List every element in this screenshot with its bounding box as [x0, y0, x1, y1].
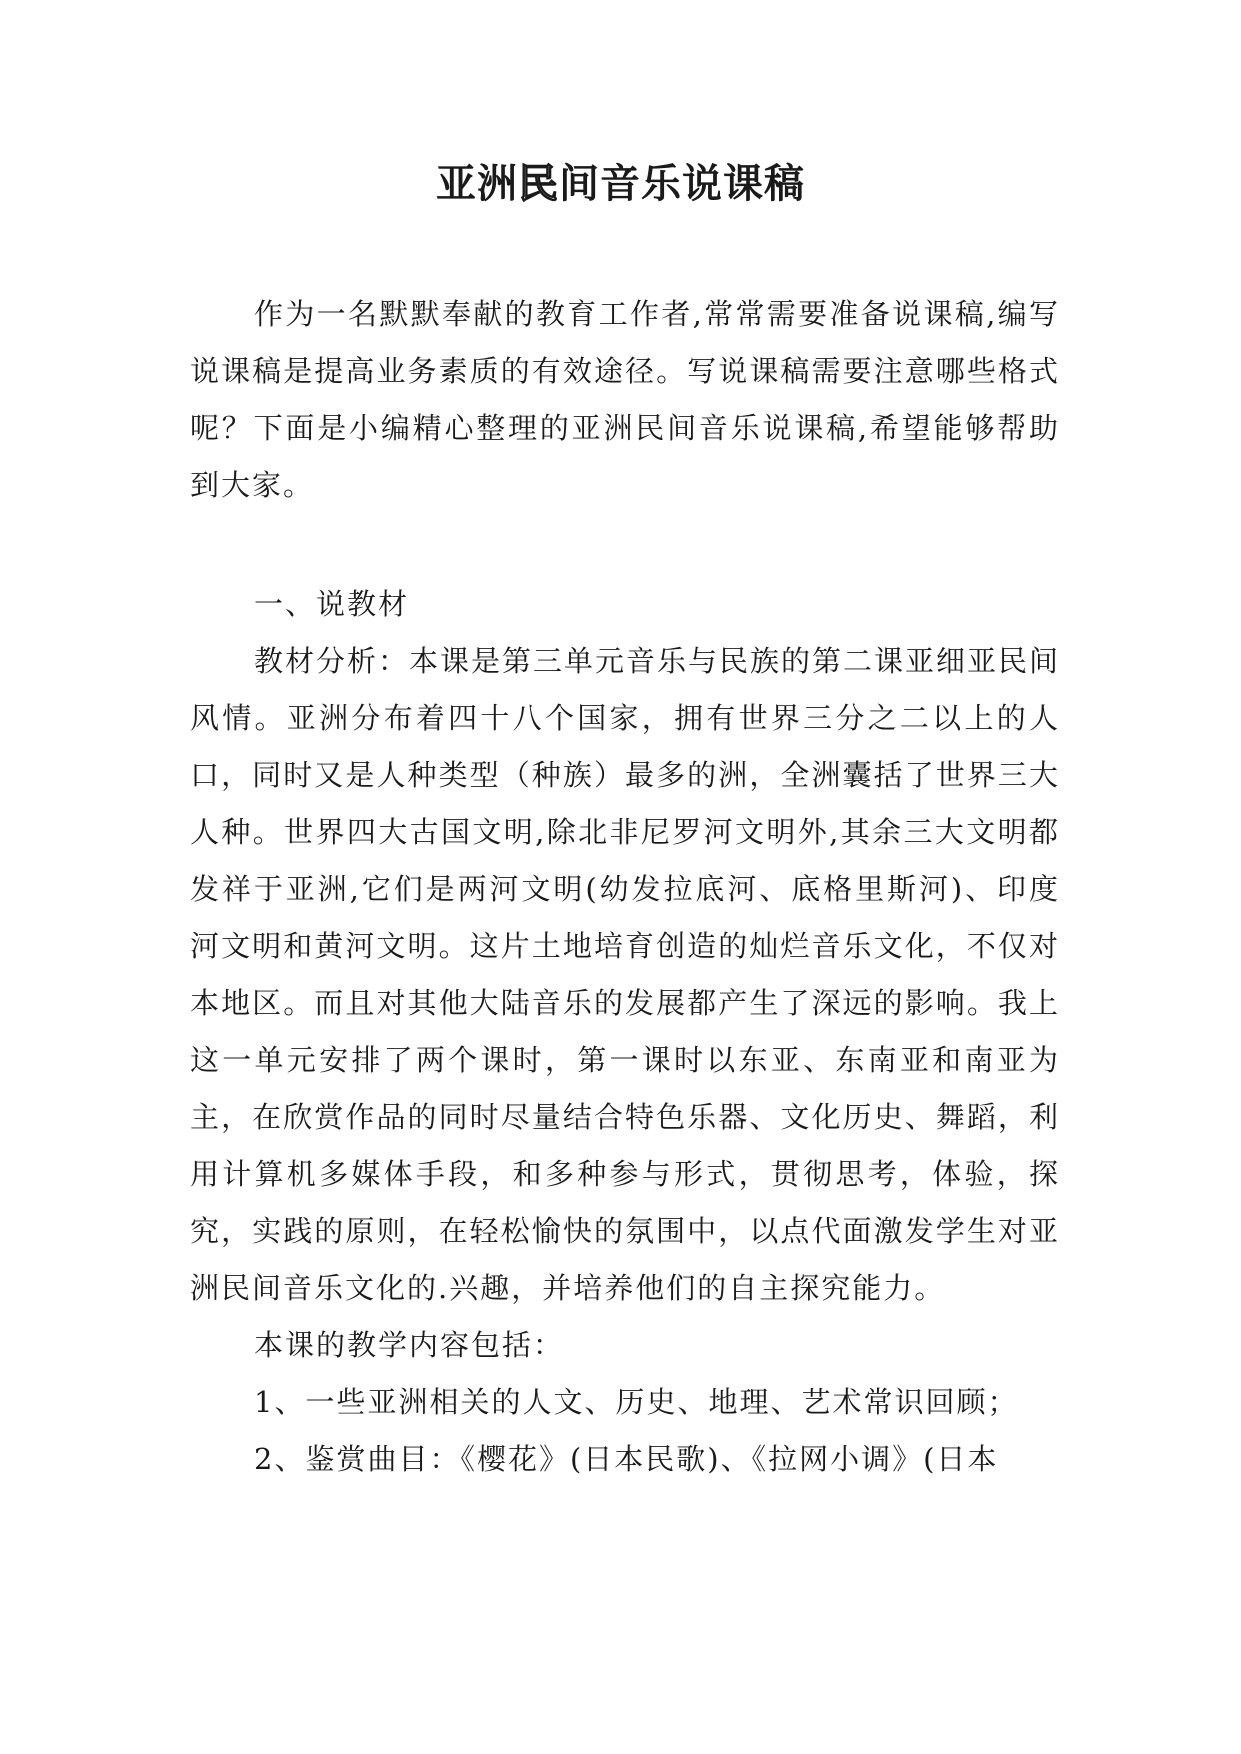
- content-heading: 本课的教学内容包括：: [254, 1328, 565, 1362]
- section-heading: 一、说教材: [254, 587, 410, 621]
- list-item-2: 2、鉴赏曲目：《樱花》(日本民歌)、《拉网小调》(日本: [254, 1442, 999, 1476]
- title-outline-character: 民: [518, 161, 559, 207]
- document-title: [0, 156, 1241, 212]
- analysis-paragraph: 教材分析：本课是第三单元音乐与民族的第二课亚细亚民间风情。亚洲分布着四十八个国家，拥有世界三分之二以上的人口，同时又是人种类型（种族）最多的洲，全洲囊括了世界三大人种。世界四大古国文明,除北非尼罗河文明外,其余三大文明都发祥于亚洲,它们是两河文明(幼发拉底河、底格里斯河)、印度河文明和黄河文明。这片土地培育创造的灿烂音乐文化，不仅对本地区。而且对其他大陆音乐的发展都产生了深远的影响。我上这一单元安排了两个课时，第一课时以东亚、东南亚和南亚为主，在欣赏作品的同时尽量结合特色乐器、文化历史、舞蹈，利用计算机多媒体手段，和多种参与形式，贯彻思考，体验，探究，实践的原则，在轻松愉快的氛围中，以点代面激发学生对亚洲民间音乐文化的.兴趣，并培养他们的自主探究能力。: [190, 644, 1061, 1305]
- title-part-2: 间音乐说课稿: [559, 161, 805, 207]
- title-part-1: 亚洲: [436, 161, 518, 207]
- intro-block: [190, 286, 1060, 514]
- intro-paragraph: 作为一名默默奉献的教育工作者,常常需要准备说课稿,编写说课稿是提高业务素质的有效途径。写说课稿需要注意哪些格式呢？下面是小编精心整理的亚洲民间音乐说课稿,希望能够帮助到大家。: [190, 297, 1060, 502]
- main-content: [190, 576, 1060, 1488]
- list-item-1: 1、一些亚洲相关的人文、历史、地理、艺术常识回顾；: [254, 1385, 1019, 1419]
